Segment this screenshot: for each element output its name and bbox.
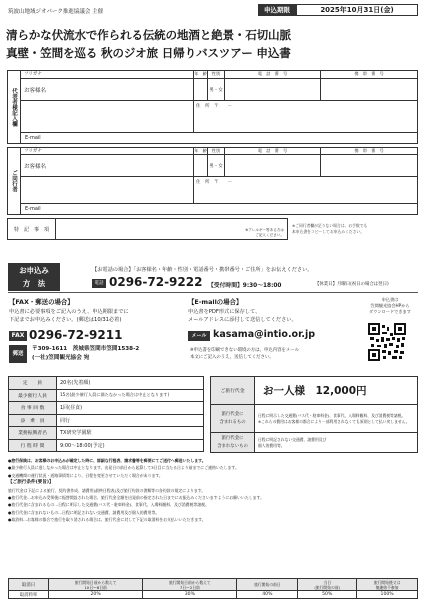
email-note: ※申込書を印刷できない環境の方は、申込内容をメール 本文にご記入のうえ、送信してください。 [190,348,299,360]
email-case-title: 【E-mailの場合】 [188,298,243,306]
min-participants-label: 最少催行人員 [9,389,57,402]
cancel-head-cell: 旅行開始後又は 無連絡不参加 [357,579,418,591]
address-field[interactable] [194,101,418,132]
qr-code-icon[interactable] [368,323,406,361]
apply-method-title: お申込み 方 法 [8,263,60,291]
note-line: ●旅行保険は、お客様のお申込みが確定した時に、詳細な行程表、請求書等を郵便にてご送付へ郵送いたします。 [8,458,206,463]
deadline-label: 申込期限 [258,4,296,16]
companion-furigana-label: フリガナ [21,148,194,155]
meal-count-value: 1回(昼食) [57,402,204,415]
companion-gender-field[interactable]: 男・女 [208,155,225,176]
phone-case-text: 【お電話の場合】「お客様名・年齢・性別・電話番号・携帯番号・ご住所」をお伝えください。 [92,267,313,273]
capacity-value: 20名(先着順) [57,377,204,390]
companion-name-extension [21,176,194,204]
companion-address-label: 住 所 [196,179,210,185]
included-text: 日程に明示した交通費(バス代・駐車料金)、食事代、入場料観料、及び消費税等諸税。 ※これらの費用はお客様の都合により一部利用されなくても原則として払い戻しません。 [255,405,418,433]
fax-case-title: 【FAX・郵送の場合】 [9,298,74,306]
companion-postal-mark: 〒 － [214,179,232,185]
email-case-text: 申込書をPDF形式に保存して、 メールアドレスに添付して送信してください。 [188,309,297,324]
deadline-date: 2025年10月31日(金) [296,4,418,16]
cancel-head-cell: 旅行開始日前から数えて 10日～8日前 [49,579,143,591]
companion-age-field[interactable] [194,155,208,176]
copy-note: ※ご同行者欄が足りない場合は、お手数でも 本申込書をコピーしてお申込みください。 [292,223,368,234]
postal-mark: 〒 － [214,104,232,110]
holiday-text: 【休業日】月曜日(祝日の場合は翌日) [315,282,389,287]
note-line: 旅行代金は下記による旅行、契約書作成、諸費用(最終日程表)及び旅行約款の書類等の各約款の規定によります。 [8,487,206,493]
companion-form [7,147,418,215]
special-notes-row [7,218,418,240]
companion-mobile-header: 携 帯 番 号 [321,148,418,155]
phone-header: 電 話 番 号 [225,71,321,79]
note-line: ●旅行代金に含まれるもの…日程に明示した交通費(バス代・駐車料金)、食事代、入場料観料、及び消費税等諸税。 [8,502,209,508]
postal-label: 郵送 [9,345,27,363]
customer-name-label[interactable]: お客様名 [21,78,194,100]
excluded-text: 日程に明記されない交通費、諸費用及び 個人的費用等。 [255,433,418,453]
email-address[interactable]: kasama@intio.or.jp [213,329,316,340]
cancel-rate: 20% [49,591,143,599]
special-notes-label: 特 記 事 項 [8,219,56,240]
cancel-head-cell: 旅行開始の前日 [237,579,298,591]
note-line: ●最少催行人員に達しなかった場合は中止となります。出発日の前日から起算して3日目に当たる日より前までにご連絡いたします。 [8,465,239,471]
departure-value: TX研究学園駅 [57,427,204,440]
cancel-rate: 40% [237,591,298,599]
name-cell-extension [21,101,194,132]
companion-phone-field[interactable] [225,155,321,176]
phone-icon: 電話 [92,279,106,288]
phone-field[interactable] [225,78,321,100]
cancel-head-label: 取消日 [9,579,49,591]
title-line-1: 清らかな伏流水で作られる伝統の地酒と絶景・石切山脈 [6,28,291,42]
furigana-label: フリガナ [21,71,194,79]
fax-number[interactable]: 0296-72-9211 [29,328,123,342]
fax-case-text: 申込書に必要事項をご記入のうえ、申込期限までに 下記までお申込みください。(郵送は10/31必着) [9,309,129,324]
mail-label: メール [188,331,210,341]
departure-label: 業務振興者名 [9,427,57,440]
allergy-note[interactable]: ※アレルギー等ある方は ご記入ください。 [56,219,288,240]
excluded-label: 旅行代金に 含まれないもの [211,433,255,453]
age-header: 年 齢 [194,71,207,77]
cancel-rate: 30% [143,591,237,599]
companion-gender-header: 性別 [208,148,225,155]
age-field[interactable] [194,78,208,100]
terms-notes [8,457,420,524]
email-field[interactable]: E-mail [21,132,418,143]
min-participants-value: 15名(最少催行人員に満たなかった場合は中止となります) [57,389,204,402]
itinerary-time-label: 行 程 時 間 [9,439,57,452]
companion-mobile-field[interactable] [321,155,418,176]
price-label: ご旅行代金 [211,377,255,405]
note-line: 【ご旅行条件(要旨)】 [8,480,54,486]
price-value: お一人様 12,000円 [255,377,418,405]
companion-address-field[interactable] [194,176,418,204]
price-table [210,376,418,453]
companion-label: ご同行者 [8,148,21,215]
note-line: ●交通機関の運行状況・道路事情等により、日程を変更させていただく場合があります。 [8,472,163,478]
gender-header: 性別 [208,71,225,79]
phone-hours: 【受付時間】9:30～18:00 [208,283,282,289]
note-line: ●取消料…お客様の都合で旅行を取り消される場合は、旅行代金に対して下記の取消料をお支払いいただきます。 [8,517,206,523]
companion-age-header: 年 齢 [194,148,207,154]
mobile-header: 携 帯 番 号 [321,71,418,79]
organizer-label: 筑波山地域ジオパーク推進協議会 主催 [8,9,104,15]
tour-conductor-value: 同行 [57,414,204,427]
capacity-label: 定 員 [9,377,57,390]
itinerary-time-value: 9:00～18:00(予定) [57,439,204,452]
cancellation-table [8,578,418,599]
included-label: 旅行代金に 含まれるもの [211,405,255,433]
companion-name-label[interactable]: お客様名 [21,155,194,176]
cancel-head-cell: 当日 (旅行開始の前) [298,579,357,591]
qr-caption: 申込書は 笠間観光協会HPから ダウンロードできます [369,297,411,314]
representative-label: 代表者様記入欄 [8,71,21,144]
meal-count-label: 食 事 回 数 [9,402,57,415]
companion-phone-header: 電 話 番 号 [225,148,321,155]
title-line-2: 真壁・笠間を巡る 秋のジオ旅 日帰りバスツアー 申込書 [6,46,291,60]
tour-details-table [8,376,204,452]
companion-email-field[interactable]: E-mail [21,204,418,215]
apply-divider [8,292,418,293]
cancel-rate-label: 取消料率 [9,591,49,599]
mobile-field[interactable] [321,78,418,100]
note-line: ●旅行代金…お申込み受領後に振替開設された場合、旅行代金全額を出発前の指定された日までにお振込みくださいますようにお願いいたします。 [8,495,264,501]
cancel-head-cell: 旅行開始日前から数えて 7日～2日前 [143,579,237,591]
address-label: 住 所 [196,104,210,110]
phone-number[interactable]: 0296-72-9222 [109,275,203,289]
representative-form [7,70,418,144]
cancel-rate: 50% [298,591,357,599]
gender-field[interactable]: 男・女 [208,78,225,100]
postal-address: 〒309-1611 茨城県笠間市笠間1538-2 (一社)笠間観光協会 宛 [32,346,140,361]
note-line: ●旅行代金に含まれないもの…日程に明記されない交通費、諸費用及び個人的費用等。 [8,509,160,515]
fax-label: FAX [9,331,27,341]
cancel-rate: 100% [357,591,418,599]
tour-conductor-label: 添 乗 員 [9,414,57,427]
